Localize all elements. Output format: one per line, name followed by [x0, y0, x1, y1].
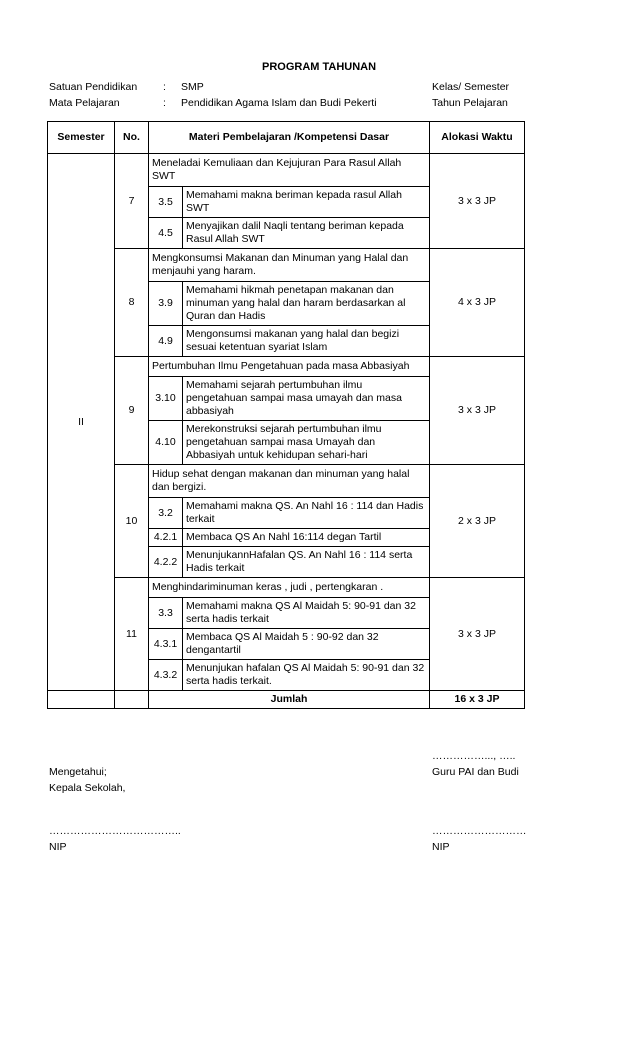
col-no-header: No. [115, 122, 149, 154]
kompetensi-item [149, 218, 429, 249]
kd-text: Memahami makna QS Al Maidah 5: 90-91 dan 32 serta hadis terkait [183, 598, 430, 629]
semester-cell: II [48, 154, 115, 691]
kd-text: MenunjukannHafalan QS. An Nahl 16 : 114 serta Hadis terkait [183, 547, 430, 578]
kompetensi-item [149, 529, 429, 547]
mapel-colon: : [163, 97, 166, 109]
kd-text: Membaca QS Al Maidah 5 : 90-92 dan 32 dengantartil [183, 629, 430, 660]
kd-text: Menyajikan dalil Naqli tentang beriman kepada Rasul Allah SWT [183, 218, 430, 249]
materi-heading: Mengkonsumsi Makanan dan Minuman yang Halal dan menjauhi yang haram. [152, 252, 409, 277]
materi-heading: Meneladai Kemuliaan dan Kejujuran Para Rasul Allah SWT [152, 157, 402, 182]
kompetensi-item [149, 660, 429, 691]
kd-text: Memahami sejarah pertumbuhan ilmu pengetahuan sampai masa umayah dan masa abbasiyah [183, 377, 430, 421]
kd-code: 4.5 [149, 218, 183, 249]
no-cell: 9 [115, 357, 149, 465]
kompetensi-item [149, 629, 429, 660]
kompetensi-list [149, 376, 429, 464]
kd-text: Mengonsumsi makanan yang halal dan begizi sesuai ketentuan syariat Islam [183, 326, 430, 357]
alokasi-cell: 3 x 3 JP [430, 578, 525, 691]
alokasi-cell: 3 x 3 JP [430, 357, 525, 465]
kepala-label: Kepala Sekolah, [49, 782, 126, 794]
date-line: ……………..., ….. [432, 750, 516, 762]
kd-text: Memahami makna beriman kepada rasul Allah SWT [183, 187, 430, 218]
kompetensi-list [149, 497, 429, 577]
kd-code: 4.2.1 [149, 529, 183, 547]
satuan-colon: : [163, 81, 166, 93]
materi-cell [149, 154, 430, 249]
kompetensi-item [149, 282, 429, 326]
signature-left: ……………………………….. [49, 825, 181, 837]
mapel-value: Pendidikan Agama Islam dan Budi Pekerti [181, 97, 377, 109]
kompetensi-item [149, 547, 429, 578]
kd-text: Memahami makna QS. An Nahl 16 : 114 dan Hadis terkait [183, 498, 430, 529]
jumlah-empty-2 [115, 691, 149, 709]
kelas-label: Kelas/ Semester [432, 81, 510, 93]
page-title: PROGRAM TAHUNAN [262, 61, 377, 73]
guru-label: Guru PAI dan Budi [432, 766, 519, 778]
kompetensi-item [149, 326, 429, 357]
materi-cell [149, 357, 430, 465]
mengetahui-label: Mengetahui; [49, 766, 107, 778]
kompetensi-item [149, 187, 429, 218]
mapel-label: Mata Pelajaran [49, 97, 120, 109]
col-semester-header: Semester [48, 122, 115, 154]
kd-code: 3.10 [149, 377, 183, 421]
nip-right: NIP [432, 841, 450, 853]
kd-text: Membaca QS An Nahl 16:114 degan Tartil [183, 529, 430, 547]
kd-code: 4.2.2 [149, 547, 183, 578]
no-cell: 11 [115, 578, 149, 691]
materi-heading: Pertumbuhan Ilmu Pengetahuan pada masa Abbasiyah [152, 360, 410, 372]
kd-code: 4.3.2 [149, 660, 183, 691]
alokasi-cell: 2 x 3 JP [430, 465, 525, 578]
no-cell: 10 [115, 465, 149, 578]
col-alokasi-header: Alokasi Waktu [430, 122, 525, 154]
kd-text: Memahami hikmah penetapan makanan dan minuman yang halal dan haram berdasarkan al Quran dan Hadis [183, 282, 430, 326]
tahun-label: Tahun Pelajaran [432, 97, 508, 109]
materi-cell [149, 249, 430, 357]
kompetensi-item [149, 377, 429, 421]
kd-code: 4.10 [149, 421, 183, 465]
kd-code: 4.9 [149, 326, 183, 357]
satuan-label: Satuan Pendidikan [49, 81, 138, 93]
materi-cell [149, 465, 430, 578]
materi-heading: Hidup sehat dengan makanan dan minuman yang halal dan bergizi. [152, 468, 410, 493]
no-cell: 7 [115, 154, 149, 249]
kompetensi-list [149, 597, 429, 690]
no-cell: 8 [115, 249, 149, 357]
table-row [48, 578, 525, 691]
jumlah-value: 16 x 3 JP [430, 691, 525, 709]
nip-left: NIP [49, 841, 67, 853]
kd-code: 3.2 [149, 498, 183, 529]
kd-code: 3.5 [149, 187, 183, 218]
kompetensi-list [149, 281, 429, 356]
table-row [48, 249, 525, 357]
kompetensi-item [149, 498, 429, 529]
alokasi-cell: 3 x 3 JP [430, 154, 525, 249]
kd-code: 4.3.1 [149, 629, 183, 660]
kompetensi-item [149, 421, 429, 465]
kd-text: Menunjukan hafalan QS Al Maidah 5: 90-91 dan 32 serta hadis terkait. [183, 660, 430, 691]
kd-code: 3.9 [149, 282, 183, 326]
program-table [47, 121, 525, 709]
materi-heading: Menghindariminuman keras , judi , pertengkaran . [152, 581, 384, 593]
satuan-value: SMP [181, 81, 204, 93]
kd-code: 3.3 [149, 598, 183, 629]
alokasi-cell: 4 x 3 JP [430, 249, 525, 357]
jumlah-empty-1 [48, 691, 115, 709]
materi-cell [149, 578, 430, 691]
kd-text: Merekonstruksi sejarah pertumbuhan ilmu pengetahuan sampai masa Umayah dan Abbasiyah untuk kehidupan sehari-hari [183, 421, 430, 465]
col-materi-header: Materi Pembelajaran /Kompetensi Dasar [149, 122, 430, 154]
table-row [48, 357, 525, 465]
signature-right: ……………………… [432, 825, 527, 837]
kompetensi-item [149, 598, 429, 629]
table-row [48, 465, 525, 578]
jumlah-label: Jumlah [149, 691, 430, 709]
table-row [48, 154, 525, 249]
kompetensi-list [149, 186, 429, 248]
